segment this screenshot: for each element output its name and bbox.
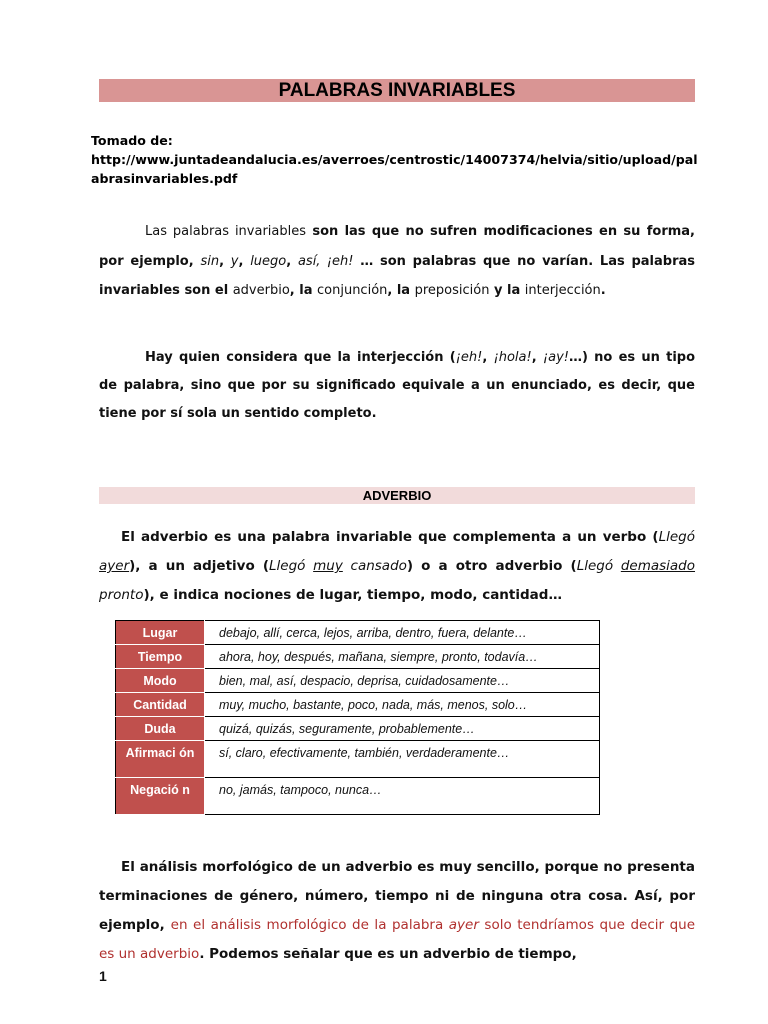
- section-heading-adverbio: ADVERBIO: [99, 487, 695, 504]
- text-span: palabra invariable que complementa a un verbo (: [265, 529, 659, 545]
- text-span: ,: [531, 350, 543, 365]
- term-adverbio: adverbio: [232, 283, 290, 298]
- table-row: [116, 741, 600, 778]
- example-word: cansado: [350, 558, 407, 574]
- example-word: ayer: [448, 917, 479, 933]
- highlight-span: en el análisis morfológico de la palabra: [170, 917, 449, 933]
- source-citation: [91, 131, 703, 188]
- examples-cell: debajo, allí, cerca, lejos, arriba, dentro, fuera, delante…: [205, 621, 600, 645]
- example-word: así, ¡eh!: [297, 253, 354, 269]
- source-url[interactable]: http://www.juntadeandalucia.es/averroes/centrostic/14007374/helvia/sitio/upload/palabrasinvariables.pdf: [91, 152, 698, 186]
- examples-cell: quizá, quizás, seguramente, probablemente…: [205, 717, 600, 741]
- page-title: PALABRAS INVARIABLES: [99, 79, 695, 102]
- analysis-paragraph: [99, 853, 695, 969]
- source-label: Tomado de:: [91, 133, 173, 148]
- text-span: El análisis morfológico de un adverbio es muy sencillo, porque no presenta terminaciones de género, número, tiempo ni de ninguna otra cosa. Así, por ejemplo,: [99, 859, 695, 933]
- text-span: ,: [482, 350, 494, 365]
- adverbio-paragraph: [99, 523, 695, 610]
- example-word: Llegó: [658, 529, 695, 545]
- text-span: ,: [238, 253, 251, 269]
- text-span: ), a un adjetivo (: [129, 558, 270, 574]
- category-cell: Cantidad: [116, 693, 205, 717]
- example-word: pronto: [99, 587, 144, 603]
- page-number: 1: [99, 968, 107, 984]
- text-span: ,: [219, 253, 231, 269]
- text-span: ) o a otro adverbio (: [406, 558, 577, 574]
- category-cell: Lugar: [116, 621, 205, 645]
- examples-cell: no, jamás, tampoco, nunca…: [205, 778, 600, 815]
- text-span: , la: [387, 283, 415, 298]
- term-preposicion: preposición: [414, 283, 490, 298]
- examples-cell: bien, mal, así, despacio, deprisa, cuidadosamente…: [205, 669, 600, 693]
- examples-cell: sí, claro, efectivamente, también, verdaderamente…: [205, 741, 600, 778]
- table-row: [116, 717, 600, 741]
- table-row: [116, 778, 600, 815]
- example-word: Llegó: [576, 558, 614, 574]
- text-span: Hay quien considera que la interjección (: [145, 350, 456, 365]
- example-word: luego: [250, 253, 287, 269]
- term-conjuncion: conjunción: [317, 283, 388, 298]
- table-row: [116, 669, 600, 693]
- examples-cell: muy, mucho, bastante, poco, nada, más, menos, solo…: [205, 693, 600, 717]
- table-row: [116, 621, 600, 645]
- example-word: ¡eh!: [455, 350, 483, 365]
- intro-paragraph: [99, 217, 695, 306]
- example-word: demasiado: [620, 558, 696, 574]
- table-row: [116, 645, 600, 669]
- text-span: .: [600, 283, 606, 298]
- text-span: , la: [289, 283, 317, 298]
- text-span: … son palabras que no varían. Las palabras invariables son el: [99, 253, 695, 298]
- example-word: ayer: [99, 558, 130, 574]
- example-word: ¡ay!: [542, 350, 569, 365]
- example-word: muy: [313, 558, 343, 574]
- category-cell: Duda: [116, 717, 205, 741]
- category-cell: Afirmaci ón: [116, 741, 205, 778]
- category-cell: Negació n: [116, 778, 205, 815]
- adverb-types-table: [115, 620, 600, 815]
- text-span: son las que no sufren modificaciones en su forma, por ejemplo,: [99, 224, 695, 269]
- examples-cell: ahora, hoy, después, mañana, siempre, pronto, todavía…: [205, 645, 600, 669]
- text-span: El adverbio es una: [121, 529, 266, 545]
- term-interjeccion: interjección: [524, 283, 601, 298]
- interjection-paragraph: [99, 344, 695, 428]
- text-span: ,: [286, 253, 298, 269]
- text-span: . Podemos señalar que es un adverbio de tiempo,: [199, 946, 577, 962]
- text-span: ), e indica nociones de lugar, tiempo, modo, cantidad…: [143, 587, 562, 603]
- table-row: [116, 693, 600, 717]
- text-span: Las palabras invariables: [145, 224, 307, 239]
- category-cell: Modo: [116, 669, 205, 693]
- category-cell: Tiempo: [116, 645, 205, 669]
- highlight-span: solo tendríamos que decir que es un adverbio: [99, 917, 695, 962]
- example-word: Llegó: [269, 558, 306, 574]
- text-span: y la: [489, 283, 525, 298]
- example-word: ¡hola!: [493, 350, 532, 365]
- text-span: …) no es un tipo de palabra, sino que por su significado equivale a un enunciado, es decir, que tiene por sí sola un sentido completo.: [99, 350, 696, 421]
- example-word: y: [230, 253, 239, 269]
- example-word: sin: [200, 253, 220, 269]
